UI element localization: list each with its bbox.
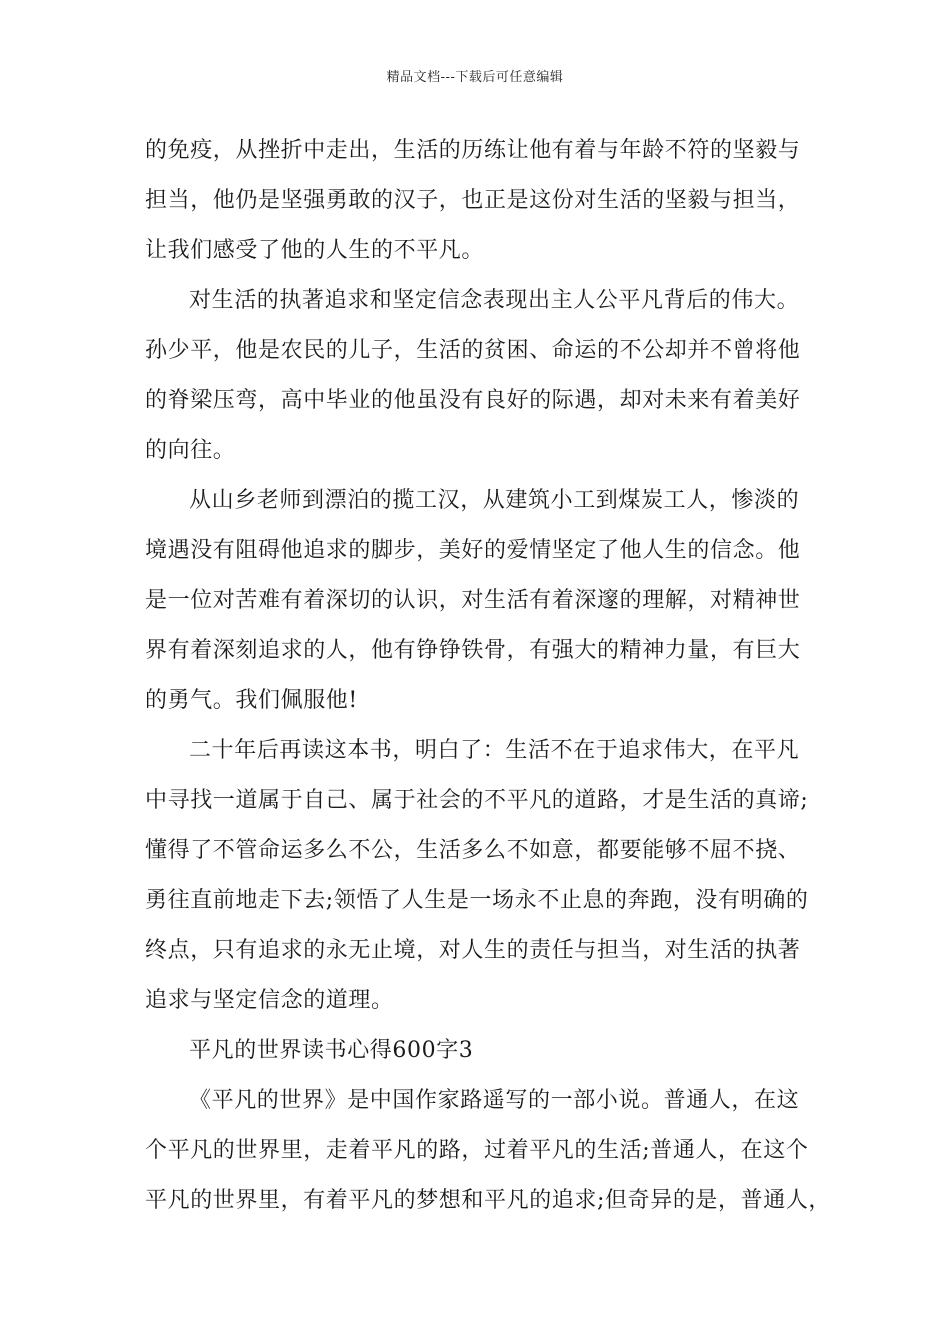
document-body <box>145 126 832 1226</box>
text-line: 的勇气。我们佩服他! <box>145 688 358 713</box>
text-line: 是一位对苦难有着深切的认识，对生活有着深邃的理解，对精神世 <box>145 588 801 613</box>
text-line: 孙少平，他是农民的儿子，生活的贫困、命运的不公却并不曾将他 <box>145 338 801 363</box>
text-line: 二十年后再读这本书，明白了：生活不在于追求伟大，在平凡 <box>189 738 800 763</box>
text-line: 个平凡的世界里，走着平凡的路，过着平凡的生活;普通人，在这个 <box>145 1138 809 1163</box>
text-line: 懂得了不管命运多么不公，生活多么不如意，都要能够不屈不挠、 <box>145 838 801 863</box>
text-line: 对生活的执著追求和坚定信念表现出主人公平凡背后的伟大。 <box>189 288 800 313</box>
text-line: 追求与坚定信念的道理。 <box>145 988 394 1013</box>
text-line: 的脊梁压弯，高中毕业的他虽没有良好的际遇，却对未来有着美好 <box>145 388 801 413</box>
text-line: 终点，只有追求的永无止境，对人生的责任与担当，对生活的执著 <box>145 938 801 963</box>
text-line: 让我们感受了他的人生的不平凡。 <box>145 238 485 263</box>
section-heading: 平凡的世界读书心得600字3 <box>189 1038 474 1063</box>
text-line: 界有着深刻追求的人，他有铮铮铁骨，有强大的精神力量，有巨大 <box>145 638 801 663</box>
text-line: 《平凡的世界》是中国作家路遥写的一部小说。普通人，在这 <box>189 1088 800 1113</box>
text-line: 境遇没有阻碍他追求的脚步，美好的爱情坚定了他人生的信念。他 <box>145 538 801 563</box>
text-line: 的免疫，从挫折中走出，生活的历练让他有着与年龄不符的坚毅与 <box>145 138 801 163</box>
text-line: 从山乡老师到漂泊的揽工汉，从建筑小工到煤炭工人，惨淡的 <box>189 488 800 513</box>
text-line: 担当，他仍是坚强勇敢的汉子，也正是这份对生活的坚毅与担当， <box>145 188 801 213</box>
text-line: 平凡的世界里，有着平凡的梦想和平凡的追求;但奇异的是，普通人， <box>145 1188 832 1213</box>
text-line: 中寻找一道属于自己、属于社会的不平凡的道路，才是生活的真谛; <box>145 788 809 813</box>
page-header: 精品文档---下载后可任意编辑 <box>386 70 564 85</box>
text-line: 的向往。 <box>145 438 236 463</box>
text-line: 勇往直前地走下去;领悟了人生是一场永不止息的奔跑，没有明确的 <box>145 888 809 913</box>
